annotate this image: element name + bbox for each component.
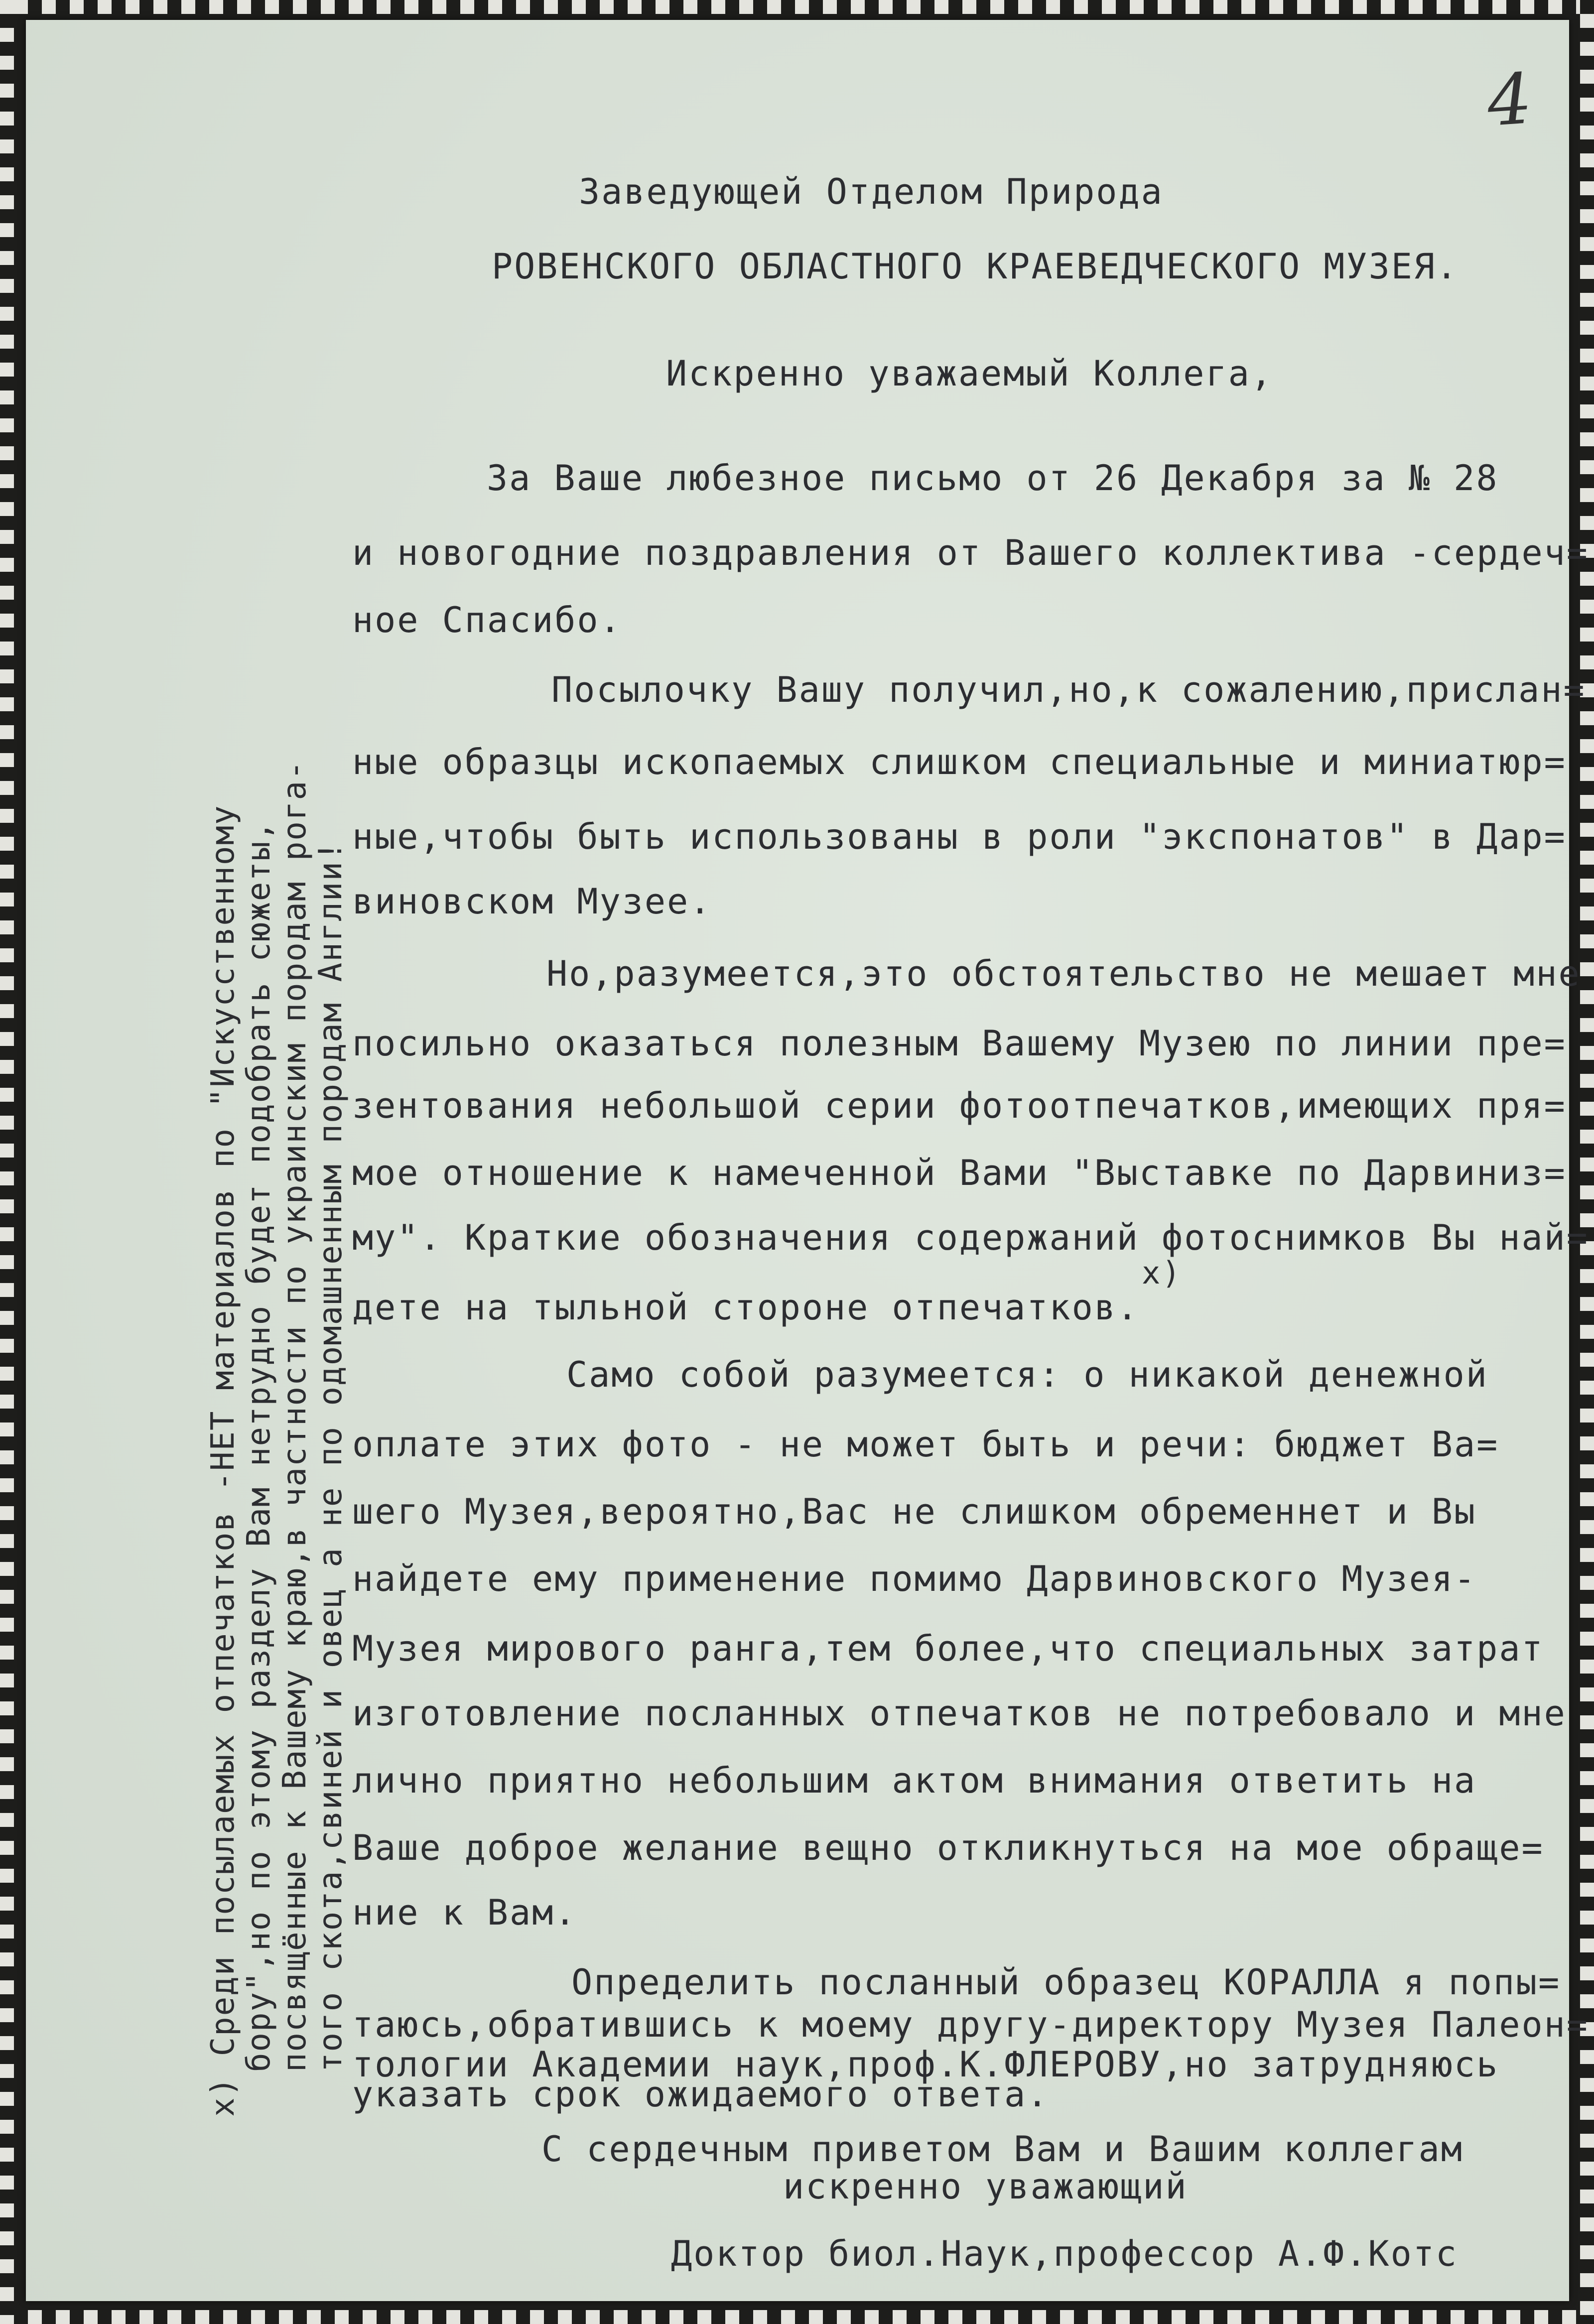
body-line: указать срок ожидаемого ответа. (352, 2074, 1050, 2115)
body-line: Ваше доброе желание вещно откликнуться на мое обраще= (352, 1827, 1544, 1868)
page-number: 4 (1484, 58, 1535, 142)
footnote-line: x) Среди посылаемых отпечатков -НЕТ материалов по "Искусственному (205, 804, 242, 2117)
body-line: ные,чтобы быть использованы в роли "экспонатов" в Дар= (352, 816, 1567, 857)
body-line: ние к Вам. (352, 1892, 577, 1933)
closing-greeting: С сердечным приветом Вам и Вашим коллегам (541, 2129, 1463, 2170)
body-line: ное Спасибо. (352, 600, 622, 641)
heading-line-2: РОВЕНСКОГО ОБЛАСТНОГО КРАЕВЕДЧЕСКОГО МУЗЕЯ. (492, 246, 1459, 287)
body-line: мое отношение к намеченной Вами "Выставке по Дарвиниз= (352, 1153, 1567, 1193)
body-line: Музея мирового ранга,тем более,что специальных затрат (352, 1628, 1544, 1669)
body-line: найдете ему применение помимо Дарвиновского Музея- (352, 1558, 1477, 1599)
scale-ruler-top (0, 0, 1594, 14)
body-line: таюсь,обратившись к моему другу-директору Музея Палеон= (352, 2004, 1589, 2045)
body-line: Но,разумеется,это обстоятельство не мешает мне (546, 953, 1581, 994)
signature: Доктор биол.Наук,профессор А.Ф.Котс (671, 2233, 1459, 2274)
body-line: ные образцы ископаемых слишком специальные и миниатюр= (352, 742, 1567, 782)
body-line: и новогодние поздравления от Вашего коллектива -сердеч= (352, 532, 1589, 573)
body-line: Посылочку Вашу получил,но,к сожалению,прислан= (551, 669, 1586, 710)
footnote-line: бору",но по этому разделу Вам нетрудно будет подобрать сюжеты, (241, 820, 277, 2072)
salutation: Искренно уважаемый Коллега, (666, 353, 1273, 394)
body-line: шего Музея,вероятно,Вас не слишком обременнет и Вы (352, 1491, 1477, 1532)
body-line: зентования небольшой серии фотоотпечатков,имеющих пря= (352, 1085, 1567, 1126)
heading-line-1: Заведующей Отделом Природа (579, 171, 1164, 212)
body-line: Само собой разумеется: о никакой денежной (566, 1354, 1488, 1395)
footnote-line: посвящённые к Вашему краю,в частности по украинским породам рога- (276, 760, 313, 2072)
document-page (26, 20, 1589, 2301)
body-line: Определить посланный образец КОРАЛЛА я попы= (571, 1962, 1561, 2003)
body-line: посильно оказаться полезным Вашему Музею по линии пре= (352, 1023, 1567, 1064)
margin-footnote (205, 623, 349, 2117)
scale-ruler-right (1580, 0, 1594, 2324)
body-line: лично приятно небольшим актом внимания ответить на (352, 1760, 1477, 1801)
body-line: оплате этих фото - не может быть и речи: бюджет Ва= (352, 1424, 1499, 1465)
body-line: изготовление посланных отпечатков не потребовало и мне (352, 1693, 1567, 1734)
body-line: тологии Академии наук,проф.К.ФЛЕРОВУ,но затрудняюсь (352, 2044, 1499, 2085)
body-line: му". Краткие обозначения содержаний фотоснимков Вы най= (352, 1217, 1589, 1258)
footnote-marker: x) (1142, 1255, 1182, 1291)
body-line: дете на тыльной стороне отпечатков. (352, 1287, 1140, 1328)
scale-ruler-bottom (0, 2310, 1594, 2324)
closing-respect: искренно уважающий (783, 2166, 1188, 2207)
body-line: За Ваше любезное письмо от 26 Декабря за № 28 (487, 458, 1499, 499)
scale-ruler-left (0, 0, 14, 2324)
footnote-line: того скота,свиней и овец а не по одомашненным породам Англии! (312, 840, 349, 2072)
body-line: виновском Музее. (352, 881, 712, 922)
